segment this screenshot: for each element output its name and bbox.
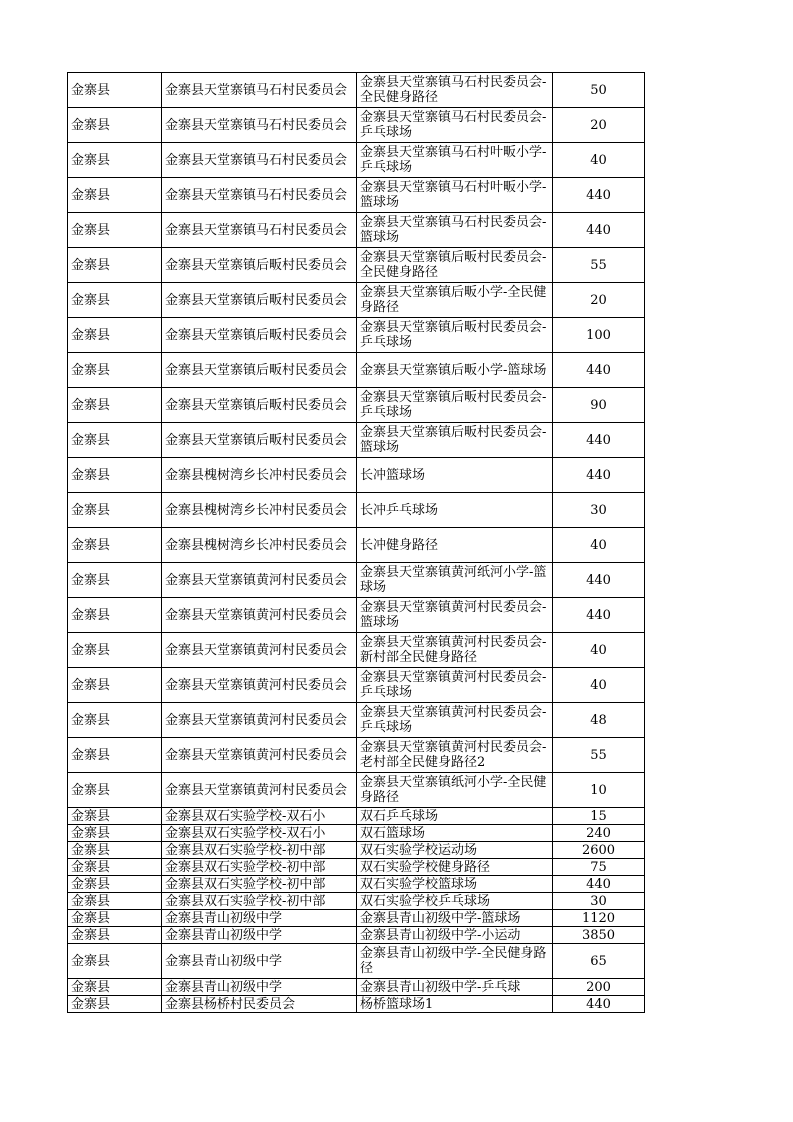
facility-cell: 金寨县天堂寨镇黄河村民委员会-乒乓球场	[357, 703, 553, 738]
unit-cell: 金寨县青山初级中学	[162, 910, 357, 927]
quantity-cell: 65	[553, 944, 645, 979]
facility-cell: 金寨县青山初级中学-小运动	[357, 927, 553, 944]
quantity-cell: 55	[553, 248, 645, 283]
quantity-cell: 440	[553, 423, 645, 458]
unit-cell: 金寨县青山初级中学	[162, 944, 357, 979]
table-row	[68, 388, 645, 423]
county-cell: 金寨县	[68, 668, 162, 703]
table-row	[68, 563, 645, 598]
quantity-cell: 75	[553, 859, 645, 876]
table-row	[68, 825, 645, 842]
quantity-cell: 10	[553, 773, 645, 808]
unit-cell: 金寨县天堂寨镇后畈村民委员会	[162, 423, 357, 458]
county-cell: 金寨县	[68, 859, 162, 876]
facility-cell: 金寨县天堂寨镇黄河村民委员会-乒乓球场	[357, 668, 553, 703]
table-row	[68, 808, 645, 825]
unit-cell: 金寨县天堂寨镇马石村民委员会	[162, 73, 357, 108]
county-cell: 金寨县	[68, 598, 162, 633]
facility-cell: 金寨县青山初级中学-乒乓球	[357, 979, 553, 996]
table-row	[68, 178, 645, 213]
unit-cell: 金寨县天堂寨镇后畈村民委员会	[162, 248, 357, 283]
county-cell: 金寨县	[68, 703, 162, 738]
county-cell: 金寨县	[68, 528, 162, 563]
table-row	[68, 842, 645, 859]
facility-cell: 金寨县天堂寨镇后畈小学-全民健身路径	[357, 283, 553, 318]
facility-cell: 双石实验学校健身路径	[357, 859, 553, 876]
unit-cell: 金寨县双石实验学校-双石小	[162, 808, 357, 825]
table-row	[68, 143, 645, 178]
county-cell: 金寨县	[68, 283, 162, 318]
unit-cell: 金寨县天堂寨镇黄河村民委员会	[162, 738, 357, 773]
unit-cell: 金寨县双石实验学校-双石小	[162, 825, 357, 842]
county-cell: 金寨县	[68, 996, 162, 1013]
facility-cell: 长冲篮球场	[357, 458, 553, 493]
county-cell: 金寨县	[68, 842, 162, 859]
quantity-cell: 30	[553, 493, 645, 528]
quantity-cell: 3850	[553, 927, 645, 944]
quantity-cell: 1120	[553, 910, 645, 927]
county-cell: 金寨县	[68, 633, 162, 668]
quantity-cell: 200	[553, 979, 645, 996]
quantity-cell: 440	[553, 458, 645, 493]
unit-cell: 金寨县青山初级中学	[162, 927, 357, 944]
unit-cell: 金寨县天堂寨镇马石村民委员会	[162, 213, 357, 248]
facility-cell: 杨桥篮球场1	[357, 996, 553, 1013]
table-row	[68, 528, 645, 563]
unit-cell: 金寨县青山初级中学	[162, 979, 357, 996]
county-cell: 金寨县	[68, 458, 162, 493]
quantity-cell: 20	[553, 283, 645, 318]
unit-cell: 金寨县天堂寨镇后畈村民委员会	[162, 388, 357, 423]
unit-cell: 金寨县天堂寨镇马石村民委员会	[162, 108, 357, 143]
quantity-cell: 440	[553, 213, 645, 248]
table-row	[68, 598, 645, 633]
facility-cell: 金寨县天堂寨镇后畈小学-篮球场	[357, 353, 553, 388]
facility-cell: 金寨县天堂寨镇后畈村民委员会-篮球场	[357, 423, 553, 458]
county-cell: 金寨县	[68, 944, 162, 979]
unit-cell: 金寨县天堂寨镇后畈村民委员会	[162, 283, 357, 318]
county-cell: 金寨县	[68, 213, 162, 248]
county-cell: 金寨县	[68, 979, 162, 996]
table-row	[68, 493, 645, 528]
table-row	[68, 73, 645, 108]
unit-cell: 金寨县双石实验学校-初中部	[162, 876, 357, 893]
unit-cell: 金寨县杨桥村民委员会	[162, 996, 357, 1013]
quantity-cell: 440	[553, 598, 645, 633]
quantity-cell: 240	[553, 825, 645, 842]
county-cell: 金寨县	[68, 738, 162, 773]
facility-cell: 金寨县天堂寨镇黄河村民委员会-新村部全民健身路径	[357, 633, 553, 668]
quantity-cell: 90	[553, 388, 645, 423]
quantity-cell: 40	[553, 528, 645, 563]
unit-cell: 金寨县天堂寨镇后畈村民委员会	[162, 318, 357, 353]
unit-cell: 金寨县天堂寨镇马石村民委员会	[162, 178, 357, 213]
facility-cell: 长冲乒乓球场	[357, 493, 553, 528]
quantity-cell: 48	[553, 703, 645, 738]
table-row	[68, 773, 645, 808]
county-cell: 金寨县	[68, 893, 162, 910]
unit-cell: 金寨县天堂寨镇黄河村民委员会	[162, 563, 357, 598]
facility-cell: 双石篮球场	[357, 825, 553, 842]
table-row	[68, 944, 645, 979]
facility-cell: 金寨县天堂寨镇黄河纸河小学-篮球场	[357, 563, 553, 598]
county-cell: 金寨县	[68, 143, 162, 178]
unit-cell: 金寨县槐树湾乡长冲村民委员会	[162, 458, 357, 493]
quantity-cell: 40	[553, 143, 645, 178]
unit-cell: 金寨县双石实验学校-初中部	[162, 893, 357, 910]
facility-cell: 金寨县天堂寨镇马石村民委员会-篮球场	[357, 213, 553, 248]
quantity-cell: 55	[553, 738, 645, 773]
unit-cell: 金寨县双石实验学校-初中部	[162, 842, 357, 859]
quantity-cell: 440	[553, 178, 645, 213]
facility-cell: 金寨县天堂寨镇后畈村民委员会-全民健身路径	[357, 248, 553, 283]
unit-cell: 金寨县天堂寨镇后畈村民委员会	[162, 353, 357, 388]
quantity-cell: 440	[553, 353, 645, 388]
facility-cell: 金寨县天堂寨镇马石村民委员会-全民健身路径	[357, 73, 553, 108]
table-row	[68, 283, 645, 318]
quantity-cell: 20	[553, 108, 645, 143]
county-cell: 金寨县	[68, 927, 162, 944]
county-cell: 金寨县	[68, 910, 162, 927]
unit-cell: 金寨县槐树湾乡长冲村民委员会	[162, 493, 357, 528]
quantity-cell: 40	[553, 633, 645, 668]
unit-cell: 金寨县天堂寨镇黄河村民委员会	[162, 598, 357, 633]
county-cell: 金寨县	[68, 493, 162, 528]
quantity-cell: 440	[553, 996, 645, 1013]
unit-cell: 金寨县天堂寨镇黄河村民委员会	[162, 703, 357, 738]
facility-cell: 金寨县天堂寨镇纸河小学-全民健身路径	[357, 773, 553, 808]
table-row	[68, 910, 645, 927]
table-row	[68, 248, 645, 283]
unit-cell: 金寨县天堂寨镇黄河村民委员会	[162, 773, 357, 808]
table-row	[68, 668, 645, 703]
county-cell: 金寨县	[68, 423, 162, 458]
unit-cell: 金寨县天堂寨镇黄河村民委员会	[162, 633, 357, 668]
facility-cell: 金寨县青山初级中学-全民健身路径	[357, 944, 553, 979]
county-cell: 金寨县	[68, 773, 162, 808]
unit-cell: 金寨县天堂寨镇黄河村民委员会	[162, 668, 357, 703]
county-cell: 金寨县	[68, 108, 162, 143]
table-row	[68, 353, 645, 388]
county-cell: 金寨县	[68, 353, 162, 388]
table-row	[68, 996, 645, 1013]
facility-table	[67, 72, 645, 1013]
table-row	[68, 703, 645, 738]
county-cell: 金寨县	[68, 248, 162, 283]
county-cell: 金寨县	[68, 178, 162, 213]
quantity-cell: 440	[553, 563, 645, 598]
unit-cell: 金寨县天堂寨镇马石村民委员会	[162, 143, 357, 178]
county-cell: 金寨县	[68, 388, 162, 423]
table-row	[68, 633, 645, 668]
table-row	[68, 859, 645, 876]
facility-cell: 金寨县青山初级中学-篮球场	[357, 910, 553, 927]
county-cell: 金寨县	[68, 825, 162, 842]
county-cell: 金寨县	[68, 876, 162, 893]
table-row	[68, 423, 645, 458]
facility-cell: 金寨县天堂寨镇黄河村民委员会-篮球场	[357, 598, 553, 633]
facility-cell: 金寨县天堂寨镇马石村叶畈小学-乒乓球场	[357, 143, 553, 178]
county-cell: 金寨县	[68, 808, 162, 825]
facility-cell: 双石乒乓球场	[357, 808, 553, 825]
table-row	[68, 213, 645, 248]
facility-cell: 双石实验学校篮球场	[357, 876, 553, 893]
facility-cell: 金寨县天堂寨镇黄河村民委员会-老村部全民健身路径2	[357, 738, 553, 773]
facility-cell: 金寨县天堂寨镇马石村民委员会-乒乓球场	[357, 108, 553, 143]
table-row	[68, 979, 645, 996]
county-cell: 金寨县	[68, 318, 162, 353]
table-row	[68, 738, 645, 773]
quantity-cell: 2600	[553, 842, 645, 859]
unit-cell: 金寨县槐树湾乡长冲村民委员会	[162, 528, 357, 563]
quantity-cell: 440	[553, 876, 645, 893]
facility-cell: 双石实验学校乒乓球场	[357, 893, 553, 910]
facility-cell: 金寨县天堂寨镇后畈村民委员会-乒乓球场	[357, 318, 553, 353]
table-row	[68, 927, 645, 944]
quantity-cell: 100	[553, 318, 645, 353]
table-row	[68, 458, 645, 493]
table-row	[68, 318, 645, 353]
table-body	[68, 73, 645, 1013]
table-row	[68, 893, 645, 910]
quantity-cell: 30	[553, 893, 645, 910]
facility-cell: 金寨县天堂寨镇后畈村民委员会-乒乓球场	[357, 388, 553, 423]
unit-cell: 金寨县双石实验学校-初中部	[162, 859, 357, 876]
quantity-cell: 50	[553, 73, 645, 108]
quantity-cell: 40	[553, 668, 645, 703]
county-cell: 金寨县	[68, 563, 162, 598]
table-row	[68, 876, 645, 893]
facility-cell: 长冲健身路径	[357, 528, 553, 563]
table-row	[68, 108, 645, 143]
facility-cell: 金寨县天堂寨镇马石村叶畈小学-篮球场	[357, 178, 553, 213]
facility-cell: 双石实验学校运动场	[357, 842, 553, 859]
quantity-cell: 15	[553, 808, 645, 825]
county-cell: 金寨县	[68, 73, 162, 108]
